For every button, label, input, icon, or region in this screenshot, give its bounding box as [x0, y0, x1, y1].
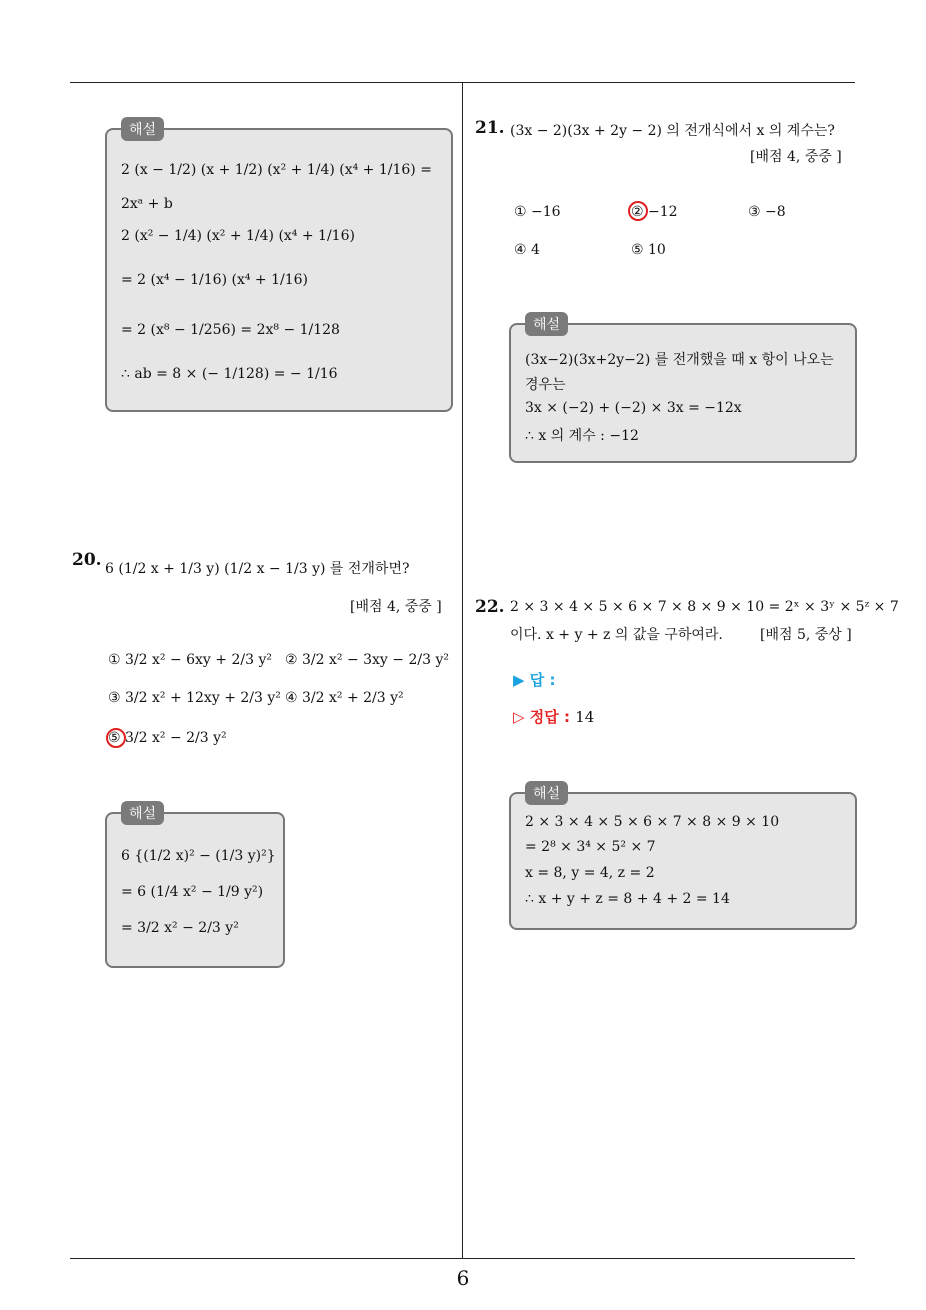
q20-option-4[interactable]: ④ 3/2 x² + 2/3 y²	[285, 690, 404, 706]
q20-text: 6 (1/2 x + 1/3 y) (1/2 x − 1/3 y) 를 전개하면?	[105, 561, 410, 577]
q21-option-5[interactable]: ⑤ 10	[631, 242, 666, 258]
q20-expl-line: = 3/2 x² − 2/3 y²	[121, 920, 239, 936]
q19-expl-line: 2 (x² − 1/4) (x² + 1/4) (x⁴ + 1/16)	[121, 228, 355, 244]
q22-text-line1: 2 × 3 × 4 × 5 × 6 × 7 × 8 × 9 × 10 = 2ˣ × 3ʸ × 5ᶻ × 7	[510, 599, 899, 615]
q21-expl-line: 3x × (−2) + (−2) × 3x = −12x	[525, 400, 742, 416]
q20-score: [배점 4, 중중 ]	[350, 599, 442, 615]
bottom-rule	[70, 1258, 855, 1259]
q20-expl-line: = 6 (1/4 x² − 1/9 y²)	[121, 884, 264, 900]
q20-option-3[interactable]: ③ 3/2 x² + 12xy + 2/3 y²	[108, 690, 281, 706]
column-divider	[462, 83, 463, 1259]
q21-number: 21.	[475, 118, 505, 138]
q20-selected-mark	[106, 728, 126, 748]
q22-expl-line: = 2⁸ × 3⁴ × 5² × 7	[525, 839, 656, 855]
q20-number: 20.	[72, 550, 102, 570]
q21-expl-line: ∴ x 의 계수 : −12	[525, 428, 639, 444]
q20-option-1[interactable]: ① 3/2 x² − 6xy + 2/3 y²	[108, 652, 272, 668]
q19-expl-line: ∴ ab = 8 × (− 1/128) = − 1/16	[121, 366, 338, 382]
q21-option-1[interactable]: ① −16	[514, 204, 561, 220]
page-number: 6	[456, 1266, 470, 1290]
q20-explanation-box	[105, 806, 285, 968]
q22-expl-line: 2 × 3 × 4 × 5 × 6 × 7 × 8 × 9 × 10	[525, 814, 780, 830]
q21-option-2[interactable]: ② −12	[631, 204, 678, 220]
q21-expl-line: 경우는	[525, 377, 566, 393]
q22-explanation-box	[509, 786, 857, 930]
q19-explanation-box	[105, 122, 453, 412]
q22-expl-line: ∴ x + y + z = 8 + 4 + 2 = 14	[525, 891, 730, 907]
q21-text: (3x − 2)(3x + 2y − 2) 의 전개식에서 x 의 계수는?	[510, 123, 835, 139]
q21-explanation-box	[509, 317, 857, 463]
q22-expl-line: x = 8, y = 4, z = 2	[525, 865, 655, 881]
q22-score: [배점 5, 중상 ]	[760, 627, 852, 643]
q20-option-2[interactable]: ② 3/2 x² − 3xy − 2/3 y²	[285, 652, 449, 668]
q22-text-line2: 이다. x + y + z 의 값을 구하여라.	[510, 627, 723, 643]
explanation-label: 해설	[525, 312, 568, 336]
explanation-label: 해설	[121, 117, 164, 141]
q21-score: [배점 4, 중중 ]	[750, 149, 842, 165]
q22-answer-field[interactable]: ▶ 답 :	[513, 671, 556, 689]
q19-expl-line: = 2 (x⁸ − 1/256) = 2x⁸ − 1/128	[121, 322, 340, 338]
q20-option-5[interactable]: ⑤ 3/2 x² − 2/3 y²	[108, 730, 227, 746]
q21-selected-mark	[628, 201, 648, 221]
q19-expl-line: 2 (x − 1/2) (x + 1/2) (x² + 1/4) (x⁴ + 1/16) =	[121, 162, 432, 178]
q22-number: 22.	[475, 597, 505, 617]
explanation-label: 해설	[121, 801, 164, 825]
q19-expl-line: = 2 (x⁴ − 1/16) (x⁴ + 1/16)	[121, 272, 308, 288]
q21-expl-line: (3x−2)(3x+2y−2) 를 전개했을 때 x 항이 나오는	[525, 352, 834, 368]
q19-expl-line: 2xᵃ + b	[121, 196, 173, 212]
explanation-label: 해설	[525, 781, 568, 805]
q21-option-4[interactable]: ④ 4	[514, 242, 540, 258]
q20-expl-line: 6 {(1/2 x)² − (1/3 y)²}	[121, 848, 276, 864]
correct-value: 14	[575, 708, 595, 726]
q22-correct-answer	[513, 706, 594, 727]
q21-option-3[interactable]: ③ −8	[748, 204, 786, 220]
correct-label: ▷ 정답 :	[513, 708, 570, 726]
